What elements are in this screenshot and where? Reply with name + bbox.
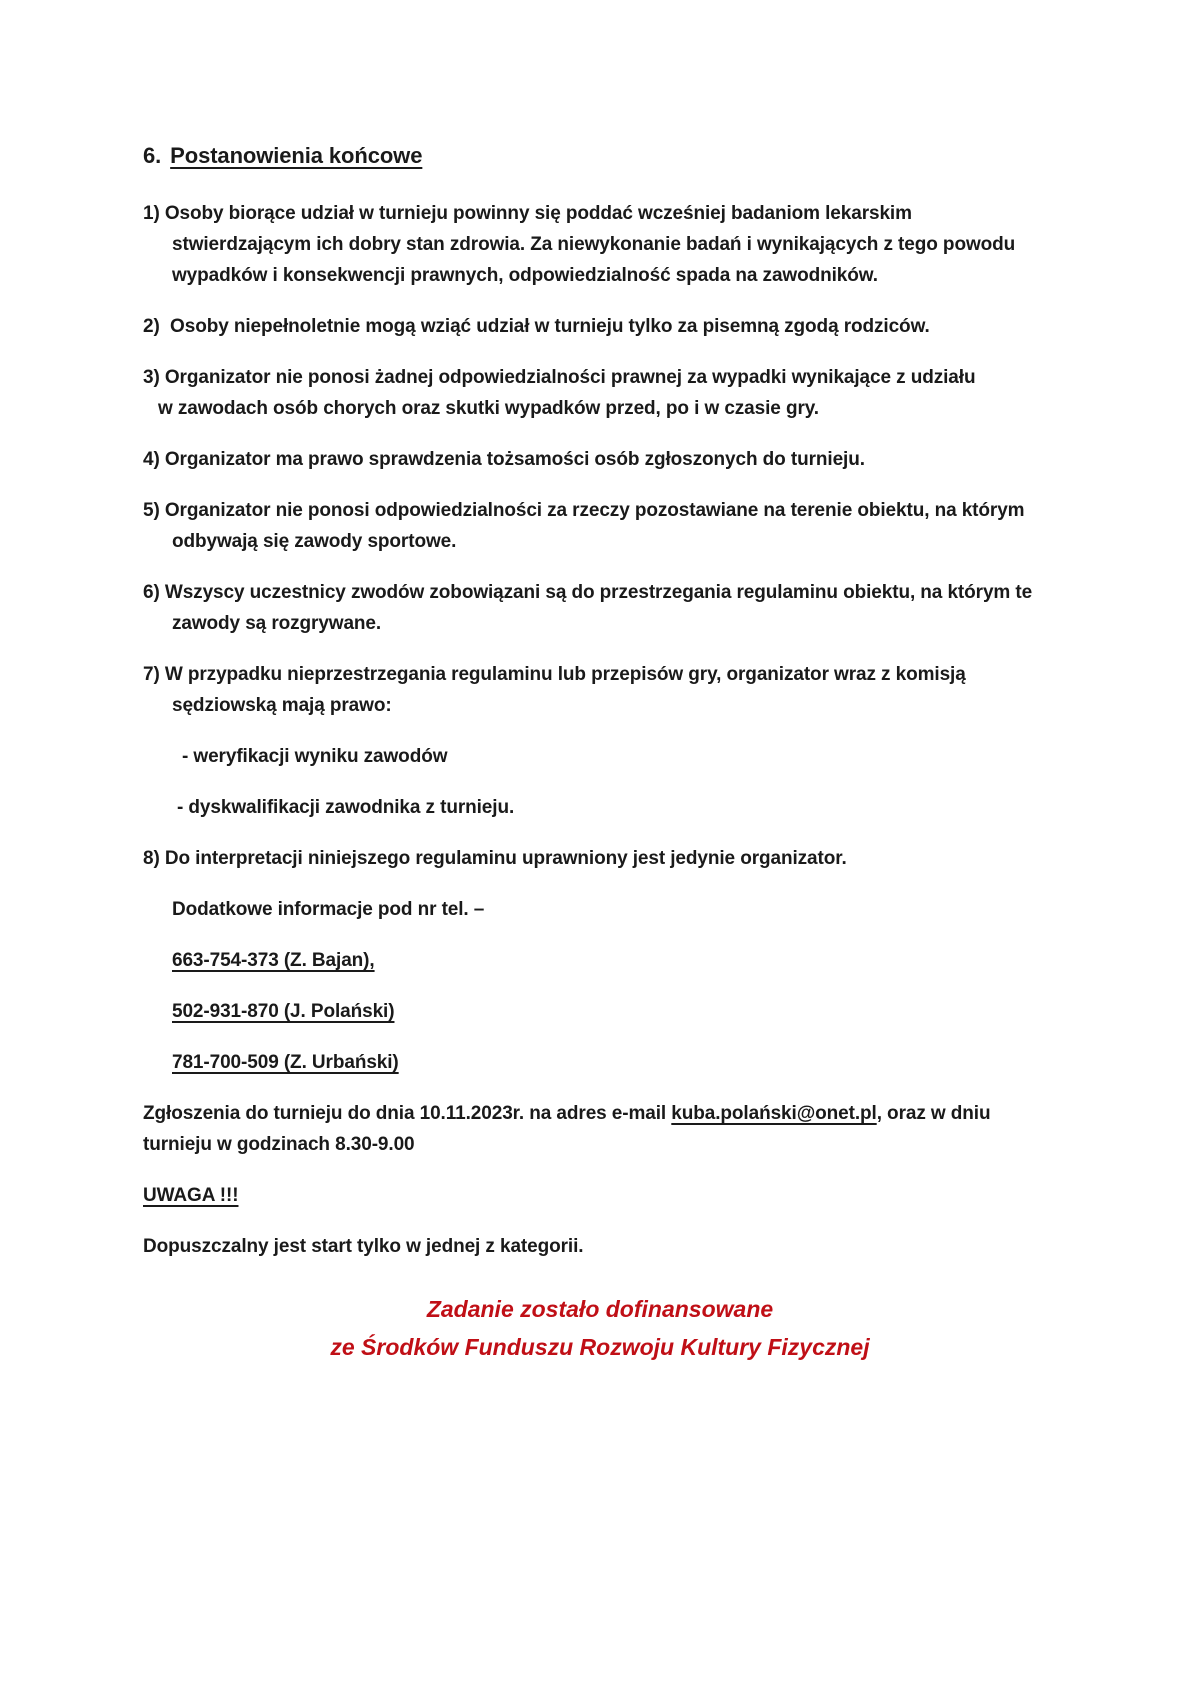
text-line: odbywają się zawody sportowe. [172,531,457,552]
regulation-item-5 [143,495,1057,557]
funding-note [143,1290,1057,1366]
funding-line-2: ze Środków Funduszu Rozwoju Kultury Fizycznej [330,1334,870,1360]
sub-point-2 [143,792,1057,823]
text-line: Dodatkowe informacje pod nr tel. – [172,899,485,920]
text-line: zawody są rozgrywane. [172,613,382,634]
phone-number-3 [143,1047,1057,1078]
text-line: 5) Organizator nie ponosi odpowiedzialności za rzeczy pozostawiane na terenie obiektu, na którym [143,500,1025,521]
regulation-item-6 [143,577,1057,639]
phone-number-2 [143,996,1057,1027]
text-line: 2) Osoby niepełnoletnie mogą wziąć udział w turnieju tylko za pisemną zgodą rodziców. [143,316,930,337]
submission-paragraph [143,1098,1057,1160]
phone-number-1 [143,945,1057,976]
text-line: Dopuszczalny jest start tylko w jednej z kategorii. [143,1236,584,1257]
text-line: 663-754-373 (Z. Bajan), [172,950,375,971]
text-line: 3) Organizator nie ponosi żadnej odpowiedzialności prawnej za wypadki wynikające z udziału [143,367,976,388]
text-line: UWAGA !!! [143,1185,239,1206]
text-line [143,1098,1057,1129]
warning-heading [143,1180,1057,1211]
text-line: 7) W przypadku nieprzestrzegania regulaminu lub przepisów gry, organizator wraz z komisją [143,664,966,685]
regulation-item-1 [143,198,1057,291]
section-title: Postanowienia końcowe [170,143,423,168]
regulation-item-2 [143,311,1057,342]
regulation-item-3 [143,362,1057,424]
section-heading [143,140,1057,171]
text-line: turnieju w godzinach 8.30-9.00 [143,1134,415,1155]
text-line: 781-700-509 (Z. Urbański) [172,1052,399,1073]
regulation-item-4 [143,444,1057,475]
warning-text [143,1231,1057,1262]
text-line: 502-931-870 (J. Polański) [172,1001,395,1022]
text-line: 4) Organizator ma prawo sprawdzenia tożsamości osób zgłoszonych do turnieju. [143,449,865,470]
text-line: w zawodach osób chorych oraz skutki wypadków przed, po i w czasie gry. [158,398,819,419]
section-number: 6. [143,143,162,168]
email-address: kuba.polański@onet.pl [671,1103,877,1124]
regulation-item-8 [143,843,1057,874]
text-line: 6) Wszyscy uczestnicy zwodów zobowiązani są do przestrzegania regulaminu obiektu, na którym te [143,582,1033,603]
text-line: wypadków i konsekwencji prawnych, odpowiedzialność spada na zawodników. [172,265,878,286]
contact-intro [143,894,1057,925]
text-line: - dyskwalifikacji zawodnika z turnieju. [177,797,515,818]
text-line: - weryfikacji wyniku zawodów [182,746,448,767]
funding-line-1: Zadanie zostało dofinansowane [426,1296,774,1322]
regulation-item-7 [143,659,1057,721]
submission-text: Zgłoszenia do turnieju do dnia 10.11.2023r. na adres e-mail [143,1103,672,1124]
sub-point-1 [143,741,1057,772]
submission-text: , oraz w dniu [876,1103,991,1124]
text-line: 8) Do interpretacji niniejszego regulaminu uprawniony jest jedynie organizator. [143,848,847,869]
text-line: stwierdzającym ich dobry stan zdrowia. Za niewykonanie badań i wynikających z tego powodu [172,234,1016,255]
text-line: sędziowską mają prawo: [172,695,392,716]
text-line: 1) Osoby biorące udział w turnieju powinny się poddać wcześniej badaniom lekarskim [143,203,912,224]
